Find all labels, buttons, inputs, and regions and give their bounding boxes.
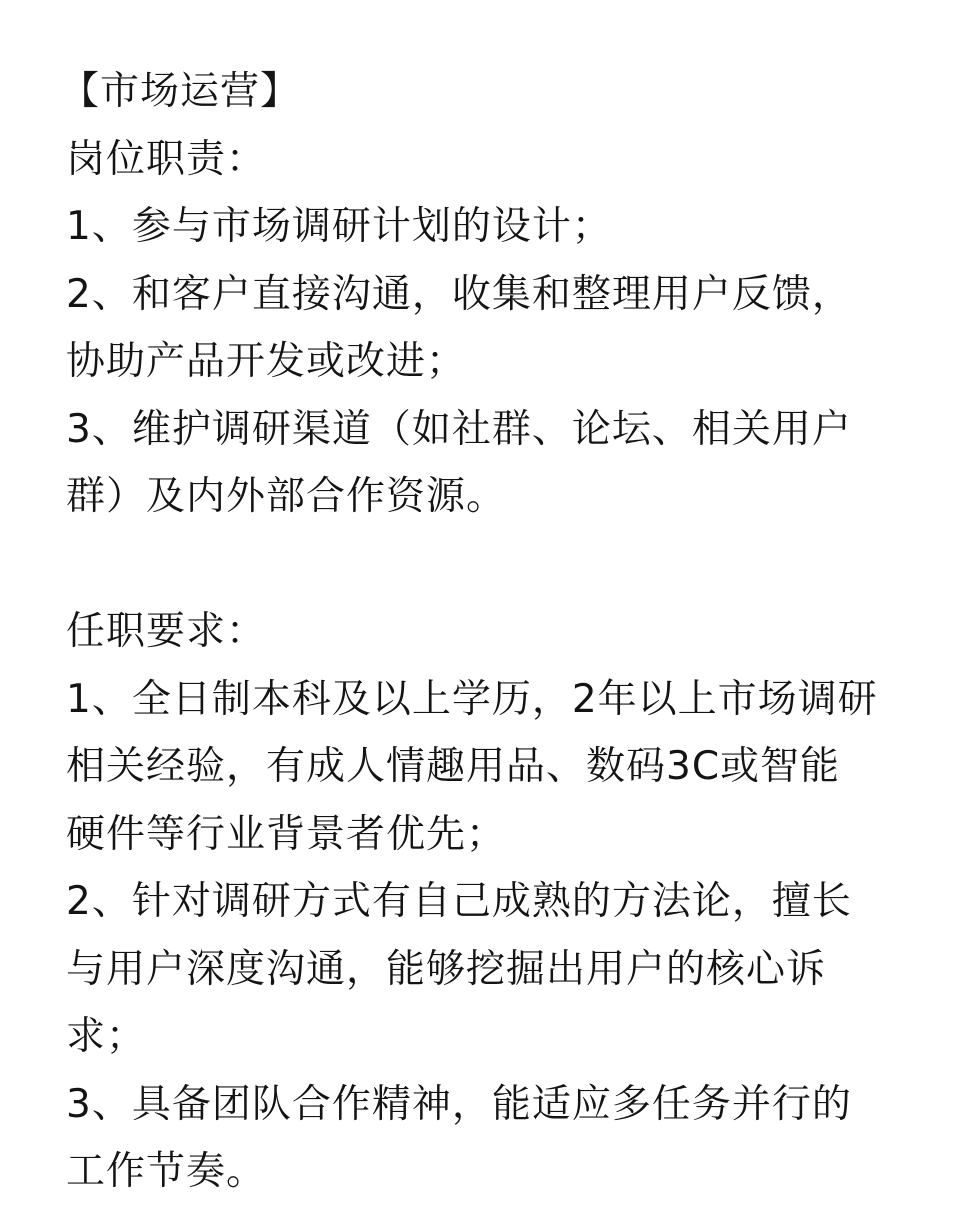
- job-description: [60, 58, 936, 1206]
- requirement-line: 2、针对调研方式有自己成熟的方法论，擅长: [66, 879, 852, 924]
- requirement-line: 硬件等行业背景者优先；: [66, 811, 507, 857]
- requirements-heading: 任职要求：: [66, 609, 267, 654]
- responsibility-line: 2、和客户直接沟通，收集和整理用户反馈，: [66, 271, 852, 317]
- responsibility-line: 群）及内外部合作资源。: [66, 474, 507, 519]
- responsibilities-heading: 岗位职责：: [66, 136, 267, 182]
- requirement-line: 1、全日制本科及以上学历，2年以上市场调研: [66, 676, 878, 722]
- responsibility-line: 1、参与市场调研计划的设计；: [66, 204, 612, 249]
- job-title: 【市场运营】: [60, 69, 301, 114]
- requirement-line: 与用户深度沟通，能够挖掘出用户的核心诉: [66, 946, 827, 992]
- requirement-line: 相关经验，有成人情趣用品、数码3C或智能: [66, 744, 841, 789]
- section-spacer: [66, 531, 936, 599]
- responsibility-line: 3、维护调研渠道（如社群、论坛、相关用户: [66, 406, 852, 452]
- responsibility-line: 协助产品开发或改进；: [66, 339, 467, 384]
- requirement-line: 3、具备团队合作精神，能适应多任务并行的: [66, 1081, 852, 1127]
- requirement-line: 工作节奏。: [66, 1149, 267, 1194]
- requirement-line: 求；: [66, 1014, 147, 1059]
